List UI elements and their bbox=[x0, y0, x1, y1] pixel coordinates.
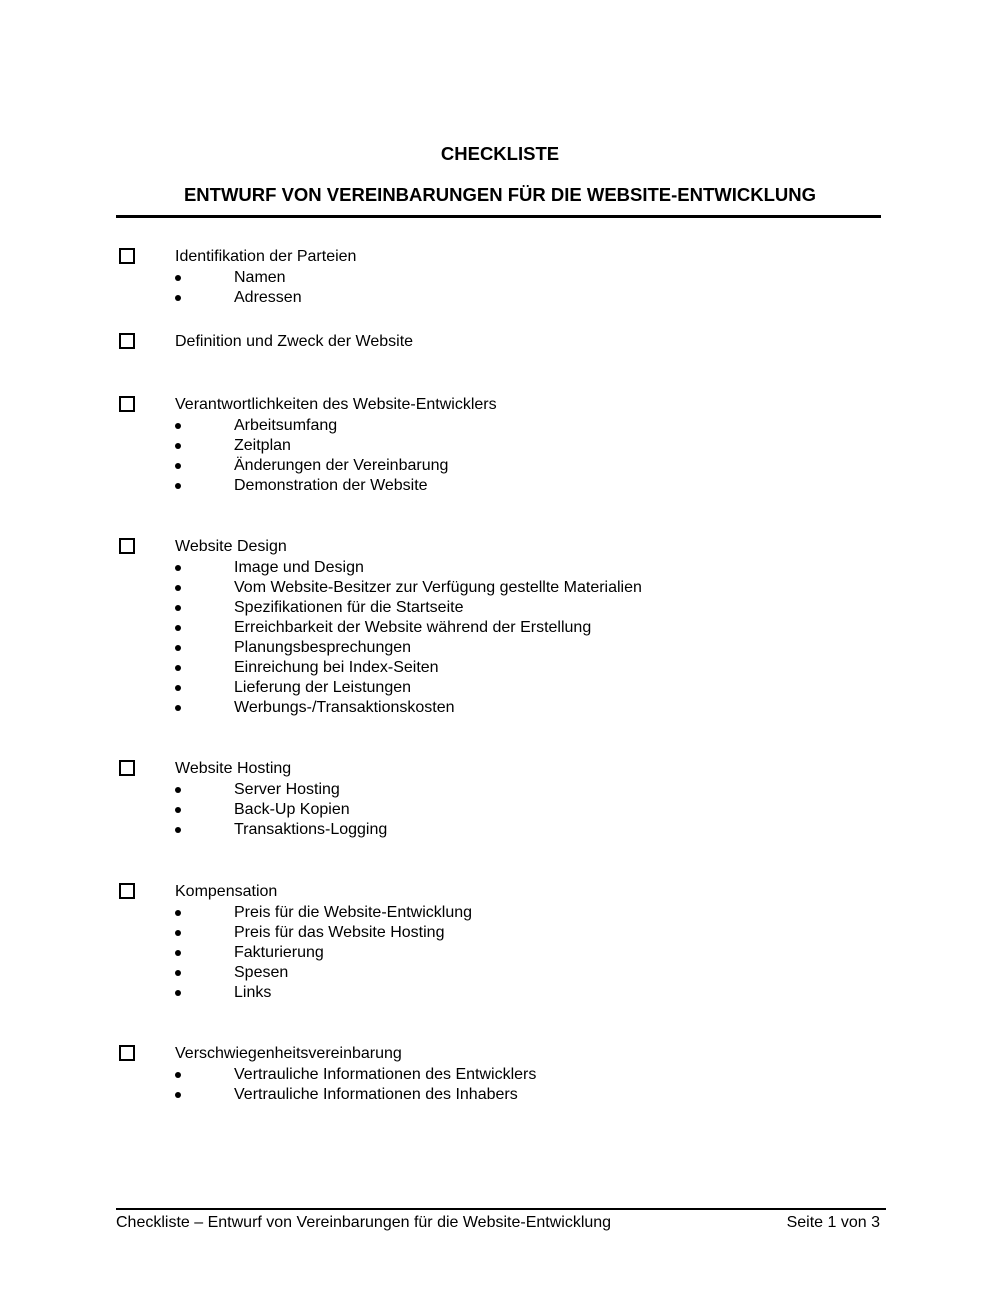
list-item-text: Werbungs-/Transaktionskosten bbox=[234, 699, 455, 716]
list-item-text: Vom Website-Besitzer zur Verfügung gestellte Materialien bbox=[234, 579, 642, 596]
bullet-icon bbox=[175, 807, 181, 813]
list-item bbox=[0, 678, 1000, 698]
list-item bbox=[0, 288, 1000, 308]
section-heading: Definition und Zweck der Website bbox=[175, 333, 414, 350]
list-item-text: Änderungen der Vereinbarung bbox=[234, 457, 449, 474]
section-heading: Website Hosting bbox=[175, 760, 292, 777]
bullet-icon bbox=[175, 950, 181, 956]
list-item bbox=[0, 698, 1000, 718]
list-item-text: Fakturierung bbox=[234, 944, 324, 961]
list-item-text: Server Hosting bbox=[234, 781, 340, 798]
list-item bbox=[0, 558, 1000, 578]
list-item-text: Vertrauliche Informationen des Entwicklers bbox=[234, 1066, 537, 1083]
bullet-icon bbox=[175, 665, 181, 671]
checkbox[interactable] bbox=[119, 538, 135, 554]
list-item bbox=[0, 780, 1000, 800]
list-item-text: Planungsbesprechungen bbox=[234, 639, 412, 656]
bullet-icon bbox=[175, 1092, 181, 1098]
list-item bbox=[0, 456, 1000, 476]
list-item-text: Demonstration der Website bbox=[234, 477, 428, 494]
list-item-text: Preis für die Website-Entwicklung bbox=[234, 904, 473, 921]
list-item-text: Spesen bbox=[234, 964, 289, 981]
bullet-icon bbox=[175, 970, 181, 976]
bullet-icon bbox=[175, 1072, 181, 1078]
list-item-text: Zeitplan bbox=[234, 437, 291, 454]
list-item-text: Einreichung bei Index-Seiten bbox=[234, 659, 439, 676]
list-item-text: Erreichbarkeit der Website während der Erstellung bbox=[234, 619, 592, 636]
section-heading: Identifikation der Parteien bbox=[175, 248, 357, 265]
list-item-text: Namen bbox=[234, 269, 286, 286]
list-item-text: Links bbox=[234, 984, 272, 1001]
list-item bbox=[0, 923, 1000, 943]
list-item-text: Arbeitsumfang bbox=[234, 417, 338, 434]
list-item bbox=[0, 1065, 1000, 1085]
footer-rule bbox=[116, 1208, 886, 1210]
bullet-icon bbox=[175, 685, 181, 691]
list-item-text: Vertrauliche Informationen des Inhabers bbox=[234, 1086, 518, 1103]
list-item-text: Spezifikationen für die Startseite bbox=[234, 599, 464, 616]
bullet-icon bbox=[175, 483, 181, 489]
bullet-icon bbox=[175, 787, 181, 793]
checkbox[interactable] bbox=[119, 1045, 135, 1061]
document-title: CHECKLISTE bbox=[440, 143, 560, 164]
checkbox[interactable] bbox=[119, 248, 135, 264]
bullet-icon bbox=[175, 295, 181, 301]
document-subtitle: ENTWURF VON VEREINBARUNGEN FÜR DIE WEBSITE-ENTWICKLUNG bbox=[183, 184, 817, 205]
list-item-text: Adressen bbox=[234, 289, 302, 306]
bullet-icon bbox=[175, 645, 181, 651]
bullet-icon bbox=[175, 585, 181, 591]
list-item-text: Back-Up Kopien bbox=[234, 801, 350, 818]
bullet-icon bbox=[175, 930, 181, 936]
bullet-icon bbox=[175, 910, 181, 916]
section-heading: Kompensation bbox=[175, 883, 278, 900]
list-item bbox=[0, 943, 1000, 963]
footer-document-title: Checkliste – Entwurf von Vereinbarungen für die Website-Entwicklung bbox=[116, 1214, 612, 1231]
bullet-icon bbox=[175, 463, 181, 469]
bullet-icon bbox=[175, 423, 181, 429]
bullet-icon bbox=[175, 605, 181, 611]
list-item-text: Image und Design bbox=[234, 559, 364, 576]
list-item bbox=[0, 1085, 1000, 1105]
list-item bbox=[0, 416, 1000, 436]
bullet-icon bbox=[175, 275, 181, 281]
header-rule bbox=[116, 215, 881, 218]
list-item bbox=[0, 820, 1000, 840]
bullet-icon bbox=[175, 990, 181, 996]
list-item bbox=[0, 598, 1000, 618]
section-heading: Verantwortlichkeiten des Website-Entwicklers bbox=[175, 396, 497, 413]
list-item bbox=[0, 618, 1000, 638]
list-item bbox=[0, 658, 1000, 678]
list-item bbox=[0, 436, 1000, 456]
list-item-text: Transaktions-Logging bbox=[234, 821, 388, 838]
bullet-icon bbox=[175, 827, 181, 833]
section-heading: Verschwiegenheitsvereinbarung bbox=[175, 1045, 402, 1062]
bullet-icon bbox=[175, 565, 181, 571]
list-item bbox=[0, 983, 1000, 1003]
checkbox[interactable] bbox=[119, 883, 135, 899]
checkbox[interactable] bbox=[119, 333, 135, 349]
list-item bbox=[0, 800, 1000, 820]
bullet-icon bbox=[175, 625, 181, 631]
bullet-icon bbox=[175, 443, 181, 449]
checkbox[interactable] bbox=[119, 396, 135, 412]
list-item bbox=[0, 476, 1000, 496]
bullet-icon bbox=[175, 705, 181, 711]
section-heading: Website Design bbox=[175, 538, 287, 555]
list-item bbox=[0, 963, 1000, 983]
list-item-text: Preis für das Website Hosting bbox=[234, 924, 445, 941]
list-item bbox=[0, 268, 1000, 288]
list-item-text: Lieferung der Leistungen bbox=[234, 679, 412, 696]
checkbox[interactable] bbox=[119, 760, 135, 776]
list-item bbox=[0, 903, 1000, 923]
list-item bbox=[0, 578, 1000, 598]
footer-page-number: Seite 1 von 3 bbox=[786, 1214, 880, 1231]
list-item bbox=[0, 638, 1000, 658]
